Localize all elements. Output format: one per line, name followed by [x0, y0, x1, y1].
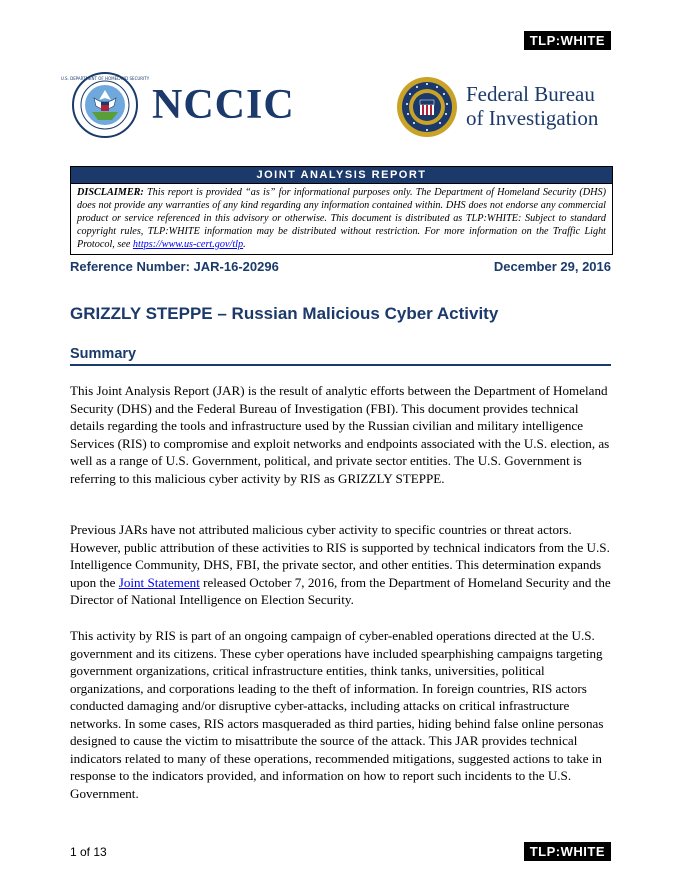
disclaimer-end: . [243, 239, 246, 250]
fbi-seal-icon [396, 76, 458, 138]
page-number: 1 of 13 [70, 845, 107, 859]
joint-statement-link[interactable]: Joint Statement [118, 574, 200, 590]
nccic-logo [60, 72, 295, 142]
report-date: December 29, 2016 [493, 259, 611, 274]
disclaimer-text [71, 184, 612, 254]
tlp-marking-bottom: TLP:WHITE [524, 842, 611, 861]
p2-text-before: Previous JARs have not attributed malicious cyber activity to specific countries or threat actors. However, public attribution of these activities to RIS is supported by technical indicators from the U.S. Intelligence Community, DHS, FBI, the private sector, and other entities. This determination expands upon the [70, 522, 610, 590]
fbi-wordmark [466, 82, 598, 130]
fbi-wordmark-line2: of Investigation [466, 106, 599, 130]
reference-number: Reference Number: JAR-16-20296 [70, 259, 279, 274]
disclaimer-body: This report is provided “as is” for informational purposes only. The Department of Homeland Security (DHS) does not provide any warranties of any kind regarding any information contained within. DHS does not endorse any commercial product or service referenced in this advisory or otherwise. This document is distributed as TLP:WHITE: Subject to standard copyright rules, TLP:WHITE information may be distributed without restriction. For more information on the Traffic Light Protocol, see [77, 187, 606, 250]
dhs-seal-ring-text: U.S. DEPARTMENT OF HOMELAND SECURITY [60, 76, 150, 81]
document-title: GRIZZLY STEPPE – Russian Malicious Cyber Activity [70, 304, 499, 323]
disclaimer-label: DISCLAIMER: [77, 187, 144, 198]
summary-paragraph-1: This Joint Analysis Report (JAR) is the result of analytic efforts between the Department of Homeland Security (DHS) and the Federal Bureau of Investigation (FBI). This document provides technical details regarding the tools and infrastructure used by the Russian civilian and military intelligence Services (RIS) to compromise and exploit networks and endpoints associated with the U.S. election, as well as a range of U.S. Government, political, and private sector entities. The U.S. Government is referring to this malicious cyber activity by RIS as GRIZZLY STEPPE. [70, 383, 610, 486]
jar-disclaimer-box [70, 166, 613, 255]
p2-text-after: released October 7, 2016, from the Department of Homeland Security and the Director of National Intelligence on Election Security. [70, 574, 611, 607]
tlp-link[interactable]: https://www.us-cert.gov/tlp [132, 239, 244, 250]
fbi-wordmark-line1: Federal Bureau [466, 82, 595, 106]
summary-paragraph-2 [70, 521, 615, 609]
jar-header: JOINT ANALYSIS REPORT [71, 167, 612, 184]
dhs-seal-icon [60, 72, 150, 138]
reference-line [70, 259, 611, 275]
summary-paragraph-3: This activity by RIS is part of an ongoing campaign of cyber-enabled operations directed at the U.S. government and its citizens. These cyber operations have included spearphishing campaigns targeting government organizations, critical infrastructure entities, think tanks, universities, political organizations, and corporations leading to the theft of information. In foreign countries, RIS actors conducted damaging and/or disruptive cyber-attacks, including attacks on critical infrastructure networks. In some cases, RIS actors masqueraded as third parties, hiding behind false online personas designed to cause the victim to misattribute the source of the attack. This JAR provides technical indicators related to many of these operations, recommended mitigations, suggested actions to take in response to the indicators provided, and information on how to report such incidents to the U.S. Government. [70, 628, 604, 801]
fbi-logo [396, 76, 616, 140]
summary-heading: Summary [70, 345, 611, 366]
nccic-wordmark: NCCIC [152, 82, 295, 128]
tlp-marking-top: TLP:WHITE [524, 31, 611, 50]
